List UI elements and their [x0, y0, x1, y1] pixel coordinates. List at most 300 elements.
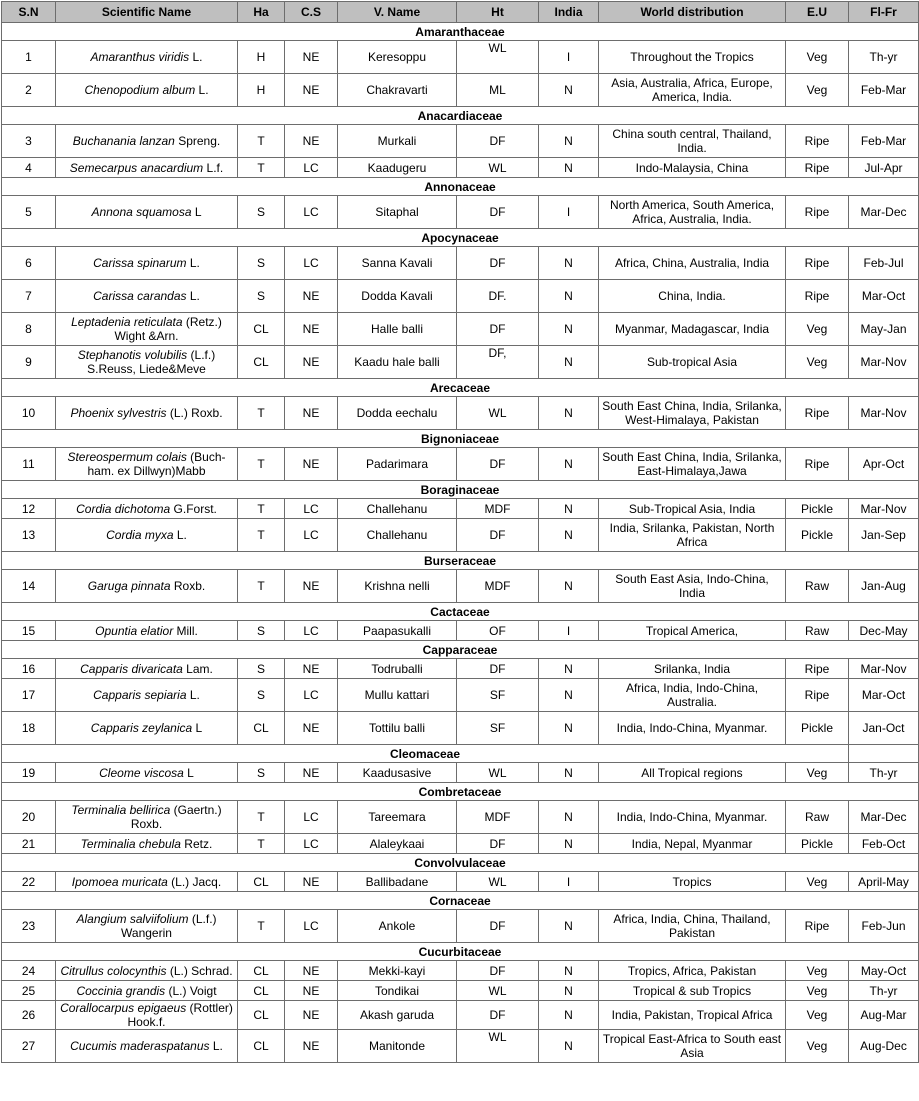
cell-sn: 22: [2, 872, 56, 892]
cell-scientific-name: [56, 712, 238, 745]
cell-vernacular-name: Kaadu hale balli: [338, 346, 457, 379]
cell-habitat: DF: [457, 519, 539, 552]
cell-sn: 25: [2, 981, 56, 1001]
cell-habitat: WL: [457, 763, 539, 783]
cell-scientific-name: [56, 125, 238, 158]
cell-habit: T: [238, 570, 285, 603]
cell-habit: CL: [238, 313, 285, 346]
species-table: [1, 1, 919, 1063]
cell-sn: 6: [2, 247, 56, 280]
cell-habit: T: [238, 397, 285, 430]
table-row: [2, 448, 919, 481]
cell-sn: 13: [2, 519, 56, 552]
cell-conservation-status: LC: [285, 801, 338, 834]
cell-conservation-status: NE: [285, 313, 338, 346]
cell-conservation-status: LC: [285, 247, 338, 280]
author-citation: L.: [173, 528, 187, 542]
table-row: [2, 763, 919, 783]
family-name: Cactaceae: [2, 603, 919, 621]
genus-species: Citrullus colocynthis: [60, 963, 167, 978]
cell-sn: 3: [2, 125, 56, 158]
cell-world-distribution: Srilanka, India: [599, 659, 786, 679]
cell-world-distribution: Throughout the Tropics: [599, 41, 786, 74]
table-row: [2, 41, 919, 74]
family-row: [2, 552, 919, 570]
family-row: [2, 178, 919, 196]
table-row: [2, 125, 919, 158]
cell-vernacular-name: Kaadusasive: [338, 763, 457, 783]
author-citation: L: [191, 205, 202, 219]
family-row: [2, 107, 919, 125]
genus-species: Phoenix sylvestris: [70, 406, 167, 420]
cell-edible-use: Ripe: [786, 659, 849, 679]
cell-habit: CL: [238, 961, 285, 981]
cell-sn: 5: [2, 196, 56, 229]
family-row: [2, 854, 919, 872]
cell-habit: CL: [238, 1030, 285, 1063]
cell-vernacular-name: Tottilu balli: [338, 712, 457, 745]
cell-conservation-status: LC: [285, 834, 338, 854]
cell-sn: 21: [2, 834, 56, 854]
cell-flowering-fruiting: Jan-Aug: [849, 570, 919, 603]
header-vernacular-name: V. Name: [338, 2, 457, 23]
cell-flowering-fruiting: Mar-Dec: [849, 801, 919, 834]
genus-species: Coccinia grandis: [76, 983, 166, 998]
table-row: [2, 247, 919, 280]
author-citation: Mill.: [173, 623, 198, 638]
cell-habit: CL: [238, 712, 285, 745]
cell-habitat: DF: [457, 834, 539, 854]
cell-india: N: [539, 712, 599, 745]
cell-vernacular-name: Paapasukalli: [338, 621, 457, 641]
table-row: [2, 570, 919, 603]
cell-edible-use: Ripe: [786, 196, 849, 229]
cell-flowering-fruiting: Mar-Nov: [849, 499, 919, 519]
cell-scientific-name: [56, 346, 238, 379]
cell-habitat: DF: [457, 659, 539, 679]
header-world-distribution: World distribution: [599, 2, 786, 23]
header-edible-use: E.U: [786, 2, 849, 23]
header-sn: S.N: [2, 2, 56, 23]
table-row: [2, 961, 919, 981]
cell-world-distribution: India, Pakistan, Tropical Africa: [599, 1001, 786, 1030]
cell-conservation-status: NE: [285, 74, 338, 107]
cell-edible-use: Ripe: [786, 910, 849, 943]
cell-habitat: MDF: [457, 570, 539, 603]
cell-vernacular-name: Halle balli: [338, 313, 457, 346]
cell-india: N: [539, 961, 599, 981]
cell-edible-use: Pickle: [786, 834, 849, 854]
family-name: Burseraceae: [2, 552, 919, 570]
cell-vernacular-name: Kaadugeru: [338, 158, 457, 178]
cell-flowering-fruiting: Feb-Mar: [849, 74, 919, 107]
cell-world-distribution: China, India.: [599, 280, 786, 313]
cell-india: N: [539, 1030, 599, 1063]
cell-flowering-fruiting: Th-yr: [849, 41, 919, 74]
author-citation: Roxb.: [170, 579, 206, 593]
family-row: [2, 783, 919, 801]
cell-habit: S: [238, 280, 285, 313]
cell-world-distribution: Sub-Tropical Asia, India: [599, 499, 786, 519]
cell-india: N: [539, 74, 599, 107]
cell-conservation-status: NE: [285, 981, 338, 1001]
author-citation: Spreng.: [174, 134, 221, 148]
cell-conservation-status: LC: [285, 679, 338, 712]
family-name: Combretaceae: [2, 783, 919, 801]
cell-habitat: DF: [457, 247, 539, 280]
cell-world-distribution: India, Nepal, Myanmar: [599, 834, 786, 854]
cell-world-distribution: India, Indo-China, Myanmar.: [599, 712, 786, 745]
cell-sn: 16: [2, 659, 56, 679]
author-citation: (Gaertn.) Roxb.: [130, 803, 222, 831]
cell-habitat: WL: [457, 41, 539, 74]
genus-species: Alangium salviifolium: [76, 912, 189, 926]
cell-habit: CL: [238, 346, 285, 379]
cell-habitat: ML: [457, 74, 539, 107]
cell-vernacular-name: Akash garuda: [338, 1001, 457, 1030]
cell-india: N: [539, 1001, 599, 1030]
cell-world-distribution: India, Srilanka, Pakistan, North Africa: [599, 519, 786, 552]
cell-habit: T: [238, 499, 285, 519]
cell-conservation-status: NE: [285, 763, 338, 783]
cell-scientific-name: [56, 158, 238, 178]
cell-sn: 1: [2, 41, 56, 74]
genus-species: Chenopodium album: [84, 83, 196, 97]
author-citation: L.: [186, 256, 200, 270]
cell-scientific-name: [56, 519, 238, 552]
cell-conservation-status: NE: [285, 961, 338, 981]
cell-scientific-name: [56, 679, 238, 712]
table-row: [2, 397, 919, 430]
family-name: Capparaceae: [2, 641, 919, 659]
cell-habitat: DF: [457, 313, 539, 346]
table-row: [2, 499, 919, 519]
cell-habit: H: [238, 41, 285, 74]
cell-flowering-fruiting: Mar-Nov: [849, 346, 919, 379]
table-row: [2, 834, 919, 854]
cell-habit: T: [238, 448, 285, 481]
author-citation: (L.) Jacq.: [167, 874, 222, 889]
cell-conservation-status: NE: [285, 448, 338, 481]
cell-habit: S: [238, 247, 285, 280]
table-row: [2, 313, 919, 346]
header-row: [2, 2, 919, 23]
author-citation: Retz.: [180, 836, 213, 851]
cell-conservation-status: LC: [285, 158, 338, 178]
cell-flowering-fruiting: Th-yr: [849, 981, 919, 1001]
cell-conservation-status: NE: [285, 1030, 338, 1063]
table-row: [2, 679, 919, 712]
cell-world-distribution: Sub-tropical Asia: [599, 346, 786, 379]
table-row: [2, 872, 919, 892]
author-citation: (L.) Roxb.: [166, 406, 223, 420]
header-india: India: [539, 2, 599, 23]
cell-habitat: MDF: [457, 499, 539, 519]
author-citation: (Retz.) Wight &Arn.: [114, 315, 222, 343]
cell-conservation-status: NE: [285, 41, 338, 74]
cell-habitat: SF: [457, 679, 539, 712]
cell-india: N: [539, 499, 599, 519]
table-row: [2, 519, 919, 552]
cell-habit: T: [238, 910, 285, 943]
table-row: [2, 1001, 919, 1030]
cell-india: N: [539, 247, 599, 280]
header-conservation-status: C.S: [285, 2, 338, 23]
cell-world-distribution: China south central, Thailand, India.: [599, 125, 786, 158]
cell-conservation-status: LC: [285, 621, 338, 641]
cell-edible-use: Veg: [786, 1030, 849, 1063]
cell-vernacular-name: Tondikai: [338, 981, 457, 1001]
cell-scientific-name: [56, 247, 238, 280]
cell-habit: T: [238, 125, 285, 158]
author-citation: (Buch-ham. ex Dillwyn)Mabb: [87, 450, 226, 478]
cell-sn: 14: [2, 570, 56, 603]
cell-vernacular-name: Mekki-kayi: [338, 961, 457, 981]
cell-habit: S: [238, 763, 285, 783]
cell-scientific-name: [56, 280, 238, 313]
family-name: Boraginaceae: [2, 481, 919, 499]
header-scientific-name: Scientific Name: [56, 2, 238, 23]
family-name: Cornaceae: [2, 892, 919, 910]
cell-habit: CL: [238, 1001, 285, 1030]
cell-world-distribution: Asia, Australia, Africa, Europe, America, India.: [599, 74, 786, 107]
cell-scientific-name: [56, 196, 238, 229]
cell-edible-use: Veg: [786, 763, 849, 783]
author-citation: (L.) Voigt: [165, 983, 217, 998]
cell-vernacular-name: Chakravarti: [338, 74, 457, 107]
cell-habitat: DF: [457, 1001, 539, 1030]
family-row: [2, 892, 919, 910]
cell-habit: T: [238, 158, 285, 178]
cell-edible-use: Ripe: [786, 679, 849, 712]
cell-vernacular-name: Sanna Kavali: [338, 247, 457, 280]
cell-vernacular-name: Krishna nelli: [338, 570, 457, 603]
author-citation: Lam.: [182, 661, 213, 676]
cell-sn: 10: [2, 397, 56, 430]
cell-flowering-fruiting: Feb-Oct: [849, 834, 919, 854]
cell-edible-use: Veg: [786, 1001, 849, 1030]
cell-scientific-name: [56, 659, 238, 679]
family-row: [2, 745, 919, 763]
genus-species: Stephanotis volubilis: [77, 348, 188, 362]
cell-sn: 12: [2, 499, 56, 519]
table-row: [2, 158, 919, 178]
cell-world-distribution: North America, South America, Africa, Australia, India.: [599, 196, 786, 229]
cell-conservation-status: LC: [285, 499, 338, 519]
genus-species: Cordia dichotoma: [76, 501, 171, 516]
family-row: [2, 641, 919, 659]
table-row: [2, 910, 919, 943]
cell-edible-use: Pickle: [786, 499, 849, 519]
table-row: [2, 801, 919, 834]
cell-edible-use: Veg: [786, 961, 849, 981]
cell-vernacular-name: Murkali: [338, 125, 457, 158]
cell-scientific-name: [56, 41, 238, 74]
cell-flowering-fruiting: Th-yr: [849, 763, 919, 783]
cell-edible-use: Ripe: [786, 397, 849, 430]
cell-india: N: [539, 910, 599, 943]
cell-conservation-status: NE: [285, 1001, 338, 1030]
cell-flowering-fruiting: Mar-Dec: [849, 196, 919, 229]
cell-world-distribution: Africa, India, Indo-China, Australia.: [599, 679, 786, 712]
cell-sn: 24: [2, 961, 56, 981]
cell-scientific-name: [56, 74, 238, 107]
cell-india: N: [539, 125, 599, 158]
cell-world-distribution: Tropics: [599, 872, 786, 892]
cell-edible-use: Raw: [786, 621, 849, 641]
cell-vernacular-name: Dodda eechalu: [338, 397, 457, 430]
cell-world-distribution: Indo-Malaysia, China: [599, 158, 786, 178]
cell-sn: 2: [2, 74, 56, 107]
cell-sn: 19: [2, 763, 56, 783]
cell-flowering-fruiting: May-Jan: [849, 313, 919, 346]
genus-species: Semecarpus anacardium: [69, 160, 204, 175]
cell-flowering-fruiting: Mar-Oct: [849, 280, 919, 313]
author-citation: L.: [195, 83, 209, 97]
cell-flowering-fruiting: Apr-Oct: [849, 448, 919, 481]
cell-world-distribution: Tropical & sub Tropics: [599, 981, 786, 1001]
cell-conservation-status: LC: [285, 910, 338, 943]
cell-edible-use: Veg: [786, 74, 849, 107]
author-citation: G.Forst.: [170, 501, 217, 516]
cell-india: N: [539, 981, 599, 1001]
cell-sn: 26: [2, 1001, 56, 1030]
cell-edible-use: Veg: [786, 981, 849, 1001]
genus-species: Ipomoea muricata: [71, 874, 168, 889]
family-row: [2, 229, 919, 247]
cell-habit: T: [238, 834, 285, 854]
cell-scientific-name: [56, 1030, 238, 1063]
cell-vernacular-name: Tareemara: [338, 801, 457, 834]
cell-vernacular-name: Ballibadane: [338, 872, 457, 892]
genus-species: Capparis divaricata: [80, 661, 183, 676]
cell-scientific-name: [56, 910, 238, 943]
author-citation: L.: [209, 1039, 223, 1053]
cell-india: N: [539, 448, 599, 481]
genus-species: Terminalia chebula: [80, 836, 181, 851]
cell-conservation-status: NE: [285, 397, 338, 430]
cell-conservation-status: NE: [285, 659, 338, 679]
cell-habitat: WL: [457, 981, 539, 1001]
cell-vernacular-name: Manitonde: [338, 1030, 457, 1063]
cell-india: N: [539, 346, 599, 379]
cell-india: N: [539, 519, 599, 552]
cell-sn: 18: [2, 712, 56, 745]
header-habitat: Ht: [457, 2, 539, 23]
family-row-empty-cell: [849, 745, 919, 763]
family-row: [2, 481, 919, 499]
cell-habitat: DF,: [457, 346, 539, 379]
cell-vernacular-name: Todruballi: [338, 659, 457, 679]
cell-vernacular-name: Sitaphal: [338, 196, 457, 229]
cell-india: N: [539, 834, 599, 854]
cell-sn: 20: [2, 801, 56, 834]
cell-india: N: [539, 801, 599, 834]
cell-edible-use: Ripe: [786, 280, 849, 313]
cell-flowering-fruiting: Aug-Dec: [849, 1030, 919, 1063]
cell-conservation-status: NE: [285, 125, 338, 158]
cell-vernacular-name: Keresoppu: [338, 41, 457, 74]
cell-sn: 27: [2, 1030, 56, 1063]
cell-edible-use: Veg: [786, 872, 849, 892]
cell-vernacular-name: Ankole: [338, 910, 457, 943]
cell-flowering-fruiting: April-May: [849, 872, 919, 892]
table-row: [2, 659, 919, 679]
cell-india: I: [539, 41, 599, 74]
family-name: Bignoniaceae: [2, 430, 919, 448]
cell-habit: CL: [238, 981, 285, 1001]
cell-india: N: [539, 158, 599, 178]
cell-world-distribution: Tropics, Africa, Pakistan: [599, 961, 786, 981]
cell-flowering-fruiting: Jan-Oct: [849, 712, 919, 745]
genus-species: Capparis zeylanica: [90, 721, 193, 735]
cell-scientific-name: [56, 961, 238, 981]
cell-habit: T: [238, 519, 285, 552]
author-citation: L.: [186, 289, 200, 303]
cell-flowering-fruiting: May-Oct: [849, 961, 919, 981]
table-row: [2, 346, 919, 379]
cell-india: N: [539, 313, 599, 346]
cell-edible-use: Ripe: [786, 448, 849, 481]
family-row: [2, 430, 919, 448]
family-name: Anacardiaceae: [2, 107, 919, 125]
genus-species: Annona squamosa: [91, 205, 192, 219]
cell-vernacular-name: Mullu kattari: [338, 679, 457, 712]
cell-edible-use: Ripe: [786, 125, 849, 158]
family-row: [2, 943, 919, 961]
cell-conservation-status: NE: [285, 346, 338, 379]
table-header: [2, 2, 919, 23]
cell-edible-use: Pickle: [786, 519, 849, 552]
cell-sn: 4: [2, 158, 56, 178]
cell-world-distribution: Tropical America,: [599, 621, 786, 641]
cell-sn: 15: [2, 621, 56, 641]
family-row: [2, 379, 919, 397]
cell-flowering-fruiting: Aug-Mar: [849, 1001, 919, 1030]
cell-flowering-fruiting: Mar-Oct: [849, 679, 919, 712]
cell-scientific-name: [56, 621, 238, 641]
genus-species: Cordia myxa: [106, 528, 174, 542]
family-row: [2, 603, 919, 621]
table-row: [2, 280, 919, 313]
cell-india: N: [539, 679, 599, 712]
genus-species: Capparis sepiaria: [93, 688, 187, 702]
cell-flowering-fruiting: Feb-Jun: [849, 910, 919, 943]
cell-vernacular-name: Padarimara: [338, 448, 457, 481]
cell-scientific-name: [56, 499, 238, 519]
cell-habit: S: [238, 659, 285, 679]
family-name: Convolvulaceae: [2, 854, 919, 872]
cell-flowering-fruiting: Jul-Apr: [849, 158, 919, 178]
genus-species: Stereospermum colais: [67, 450, 187, 464]
cell-india: N: [539, 397, 599, 430]
author-citation: L: [183, 765, 194, 780]
family-name: Cleomaceae: [2, 745, 849, 763]
cell-world-distribution: South East Asia, Indo-China, India: [599, 570, 786, 603]
cell-habitat: SF: [457, 712, 539, 745]
table-row: [2, 74, 919, 107]
cell-conservation-status: LC: [285, 196, 338, 229]
genus-species: Amaranthus viridis: [90, 50, 190, 64]
header-flowering-fruiting: Fl-Fr: [849, 2, 919, 23]
author-citation: L.f.: [203, 160, 224, 175]
cell-world-distribution: South East China, India, Srilanka, East-Himalaya,Jawa: [599, 448, 786, 481]
cell-conservation-status: NE: [285, 712, 338, 745]
cell-habitat: DF.: [457, 280, 539, 313]
cell-india: N: [539, 659, 599, 679]
cell-india: N: [539, 280, 599, 313]
table-row: [2, 1030, 919, 1063]
